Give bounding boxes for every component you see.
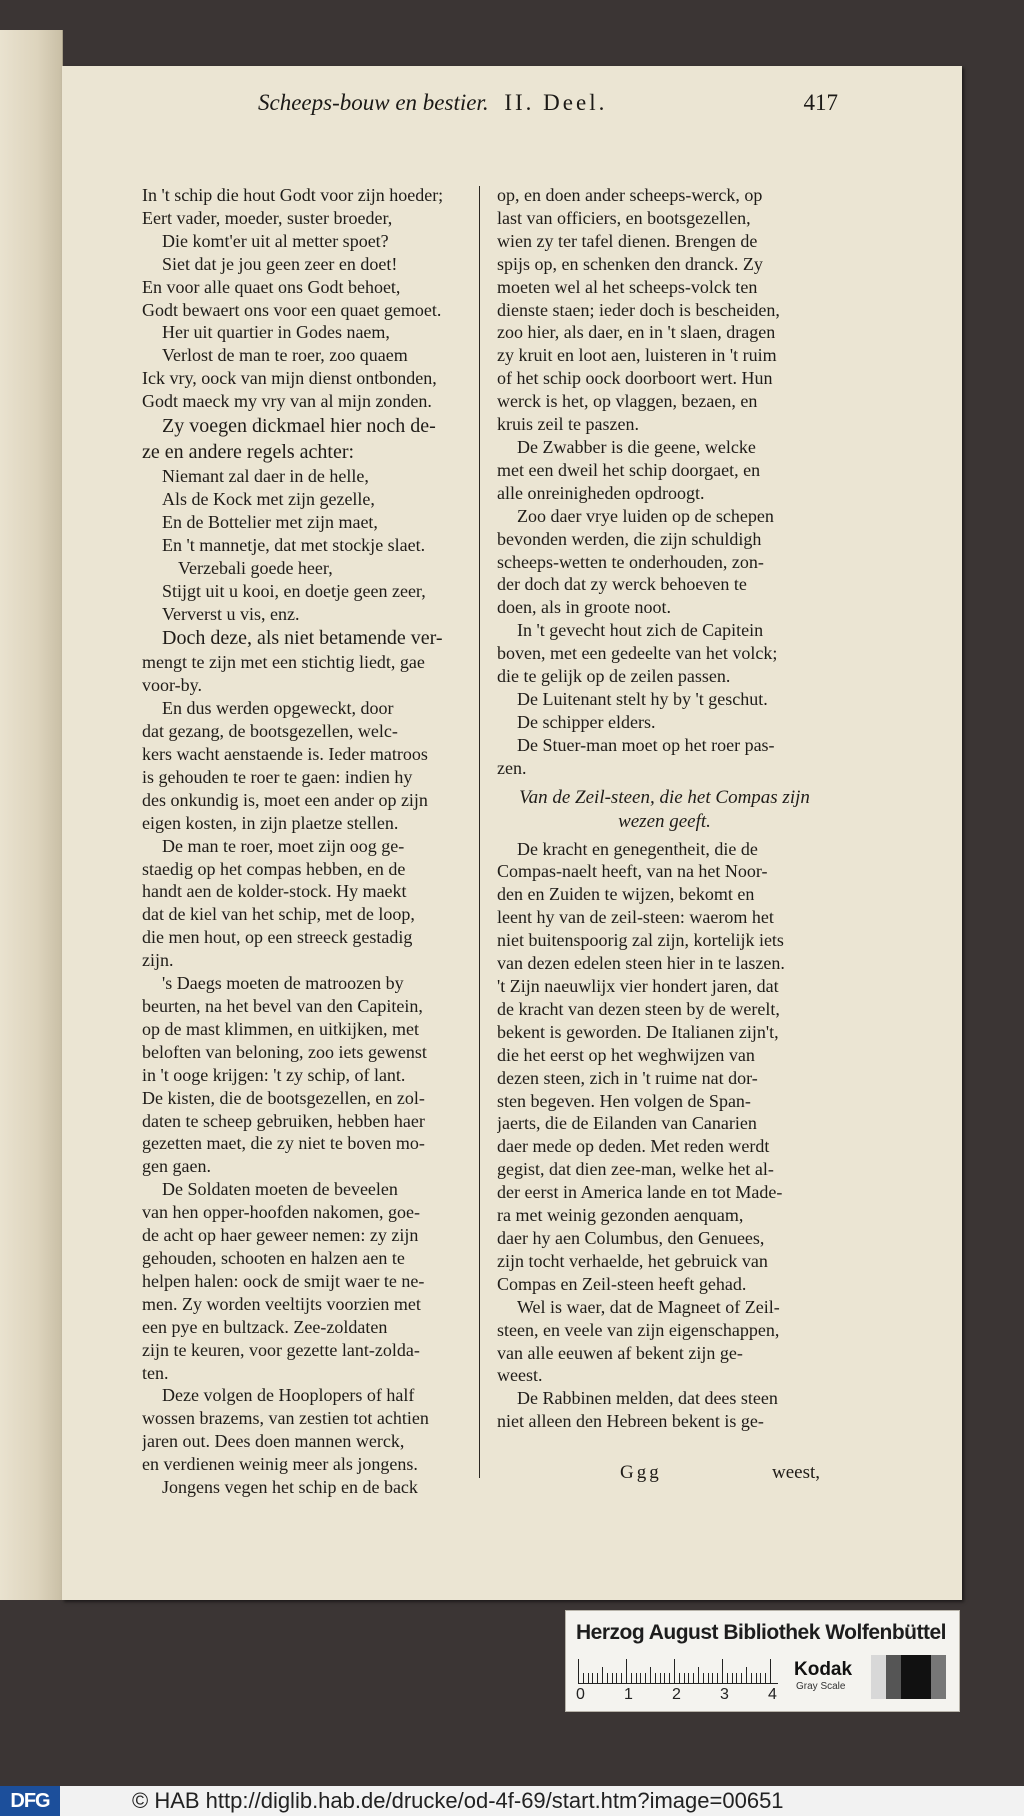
ruler-tick [597, 1673, 598, 1683]
text-line: gen gaen. [142, 1156, 211, 1177]
text-line: De Luitenant stelt hy by 't geschut. [517, 688, 768, 709]
ruler-tick [736, 1673, 737, 1683]
text-line: handt aen de kolder-stock. Hy maekt [142, 881, 407, 902]
text-line: zijn. [142, 950, 174, 971]
text-line: van dezen edelen steen hier in te laszen. [497, 953, 785, 974]
text-line: In 't gevecht hout zich de Capitein [517, 620, 764, 641]
text-line: mengt te zijn met een stichtig liedt, gae [142, 652, 425, 673]
footer-bar [0, 1786, 1024, 1816]
text-line: de acht op haer geweer nemen: zy zijn [142, 1225, 419, 1246]
gray-scale-bars [871, 1655, 946, 1699]
text-line: gehouden, schooten en halzen aen te [142, 1247, 405, 1268]
text-line: Her uit quartier in Godes naem, [162, 322, 390, 343]
left-column [142, 184, 482, 1499]
ruler-tick [708, 1673, 709, 1683]
ruler-tick [722, 1659, 723, 1683]
text-line: De Zwabber is die geene, welcke [517, 436, 756, 457]
ruler-tick [592, 1673, 593, 1683]
ruler-tick [636, 1673, 637, 1683]
text-line: doen, als in groote noot. [497, 597, 671, 618]
text-line: ra met weinig gezonden aenquam, [497, 1205, 744, 1226]
signature-mark: Ggg [620, 1462, 662, 1483]
copyright-link[interactable]: © HAB http://diglib.hab.de/drucke/od-4f-69/start.htm?image=00651 [132, 1788, 784, 1813]
text-line: jaerts, die de Eilanden van Canarien [497, 1113, 757, 1134]
ruler-tick [626, 1659, 627, 1683]
text-line: Verlost de man te roer, zoo quaem [162, 345, 408, 366]
text-line: En de Bottelier met zijn maet, [162, 511, 378, 532]
dfg-logo: DFG [0, 1786, 60, 1816]
text-line: en verdienen weinig meer als jongens. [142, 1454, 418, 1475]
ruler-tick [732, 1673, 733, 1683]
ruler-tick [679, 1673, 680, 1683]
ruler-tick [756, 1673, 757, 1683]
section-heading-line: Van de Zeil-steen, die het Compas zijn [519, 786, 810, 808]
header-part: II. Deel. [504, 90, 608, 115]
ruler-tick [693, 1673, 694, 1683]
text-line: met een dweil het schip doorgaet, en [497, 459, 761, 480]
ruler-tick [621, 1673, 622, 1683]
text-line: Verzebali goede heer, [178, 557, 333, 578]
text-line: alle onreinigheden opdroogt. [497, 482, 705, 503]
text-line: De Soldaten moeten de beveelen [162, 1179, 398, 1200]
text-line: op de mast klimmen, en uitkijken, met [142, 1018, 419, 1039]
text-line: sten begeven. Hen volgen de Span- [497, 1090, 751, 1111]
text-line: Deze volgen de Hooplopers of half [162, 1385, 415, 1406]
text-line: De kisten, die de bootsgezellen, en zol- [142, 1087, 425, 1108]
ruler-tick [583, 1673, 584, 1683]
ruler-tick [588, 1673, 589, 1683]
ruler-tick [612, 1673, 613, 1683]
text-line: Ick vry, oock van mijn dienst ontbonden, [142, 368, 437, 389]
ruler-tick [607, 1673, 608, 1683]
text-line: Doch deze, als niet betamende ver- [162, 627, 443, 650]
text-line: ze en andere regels achter: [142, 441, 355, 464]
text-line: daer hy aen Columbus, den Genuees, [497, 1227, 765, 1248]
text-line: 't Zijn naeuwlijx vier hondert jaren, dat [497, 976, 779, 996]
text-line: spijs op, en schenken den dranck. Zy [497, 253, 763, 274]
text-line: van hen opper-hoofden nakomen, goe- [142, 1202, 421, 1223]
ruler-number: 4 [768, 1686, 777, 1703]
text-line: eigen kosten, in zijn plaetze stellen. [142, 812, 399, 833]
ruler-tick [751, 1673, 752, 1683]
text-line: of het schip oock doorboort wert. Hun [497, 368, 773, 389]
text-line: men. Zy worden veeltijts voorzien met [142, 1293, 421, 1314]
text-line: bevonden werden, die zijn schuldigh [497, 528, 762, 549]
text-line: De man te roer, moet zijn oog ge- [162, 835, 405, 856]
ruler-tick [578, 1659, 579, 1683]
text-line: der doch dat zy werck behoeven te [497, 574, 747, 595]
text-line: die te gelijk op de zeilen passen. [497, 666, 731, 687]
text-line: Zoo daer vrye luiden op de schepen [517, 505, 774, 526]
text-line: zen. [497, 757, 527, 778]
text-line: de kracht van dezen steen by de werelt, [497, 998, 780, 1019]
ruler-tick [703, 1673, 704, 1683]
text-line: De Stuer-man moet op het roer pas- [517, 734, 775, 755]
text-line: daer mede op deden. Met reden werdt [497, 1136, 770, 1157]
text-line: zijn tocht verhaelde, het gebruick van [497, 1250, 768, 1271]
text-line: zy kruit en loot aen, luisteren in 't ruim [497, 345, 777, 366]
ruler-tick [645, 1673, 646, 1683]
text-line: Zy voegen dickmael hier noch de- [162, 415, 436, 438]
ruler-number: 0 [576, 1686, 585, 1703]
text-line: op, en doen ander scheeps-werck, op [497, 185, 763, 205]
ruler-tick [741, 1673, 742, 1683]
text-line: Godt bewaert ons voor een quaet gemoet. [142, 299, 442, 320]
text-line: De kracht en genegentheit, die de [517, 838, 758, 859]
text-line: Stijgt uit u kooi, en doetje geen zeer, [162, 580, 426, 601]
text-line: een pye en bultzack. Zee-zoldaten [142, 1316, 388, 1337]
text-line: jaren out. Dees doen mannen werck, [142, 1431, 405, 1452]
text-line: zoo hier, als daer, en in 't slaen, dragen [497, 322, 776, 343]
text-line: die men hout, op een streeck gestadig [142, 927, 413, 948]
text-line: zijn te keuren, voor gezette lant-zolda- [142, 1339, 420, 1360]
ruler-tick [688, 1673, 689, 1683]
text-line: werck is het, op vlaggen, bezaen, en [497, 391, 758, 412]
ruler-tick [602, 1667, 603, 1683]
ruler-number: 1 [624, 1686, 633, 1703]
text-line: des onkundig is, moet een ander op zijn [142, 789, 428, 810]
text-line: De Rabbinen melden, dat dees steen [517, 1388, 778, 1409]
text-line: weest. [497, 1365, 543, 1386]
text-line: 's Daegs moeten de matroozen by [162, 973, 404, 994]
text-line: scheeps-wetten te onderhouden, zon- [497, 551, 764, 572]
ruler-tick [765, 1673, 766, 1683]
text-line: van alle eeuwen af bekent zijn ge- [497, 1342, 743, 1363]
ruler-tick [746, 1667, 747, 1683]
ruler-tick [640, 1673, 641, 1683]
kodak-logo: Kodak [794, 1659, 853, 1680]
text-line: Compas en Zeil-steen heeft gehad. [497, 1273, 747, 1294]
library-name: Herzog August Bibliothek Wolfenbüttel [576, 1621, 946, 1644]
left-page-edge [0, 30, 63, 1600]
ruler-tick [712, 1673, 713, 1683]
scale-ruler [578, 1657, 778, 1684]
text-line: wien zy ter tafel dienen. Brengen de [497, 230, 758, 251]
text-line: daten te scheep gebruiken, hebben haer [142, 1110, 425, 1131]
text-line: gegist, dat dien zee-man, welke het al- [497, 1159, 774, 1180]
text-line: den en Zuiden te wijzen, bekomt en [497, 884, 755, 905]
page-number: 417 [803, 90, 838, 115]
text-line: der eerst in America lande en tot Made- [497, 1182, 783, 1203]
running-header [258, 90, 838, 116]
library-label [565, 1610, 960, 1712]
ruler-tick [674, 1659, 675, 1683]
text-line: Wel is waer, dat de Magneet of Zeil- [517, 1296, 780, 1317]
text-line: bekent is geworden. De Italianen zijn't, [497, 1021, 779, 1042]
text-line: ten. [142, 1362, 169, 1383]
ruler-tick [698, 1667, 699, 1683]
ruler-tick [717, 1673, 718, 1683]
ruler-tick [660, 1673, 661, 1683]
text-line: Jongens vegen het schip en de back [162, 1477, 418, 1498]
text-line: niet buitenspoorig zal zijn, kortelijk iets [497, 930, 784, 951]
ruler-tick [664, 1673, 665, 1683]
text-line: boven, met een gedeelte van het volck; [497, 643, 778, 664]
text-line: kruis zeil te paszen. [497, 414, 639, 435]
text-line: wossen brazems, van zestien tot achtien [142, 1408, 429, 1429]
ruler-tick [760, 1673, 761, 1683]
text-line: Die komt'er uit al metter spoet? [162, 230, 389, 251]
ruler-tick [770, 1659, 771, 1683]
ruler-number: 3 [720, 1686, 729, 1703]
text-line: En voor alle quaet ons Godt behoet, [142, 276, 401, 297]
text-line: Als de Kock met zijn gezelle, [162, 488, 375, 509]
text-line: niet alleen den Hebreen bekent is ge- [497, 1411, 764, 1432]
text-line: Compas-naelt heeft, van na het Noor- [497, 861, 768, 882]
ruler-number: 2 [672, 1686, 681, 1703]
catchword: weest, [771, 1462, 820, 1483]
text-line: dat gezang, de bootsgezellen, welc- [142, 721, 398, 742]
text-line: Niemant zal daer in de helle, [162, 466, 369, 487]
ruler-tick [616, 1673, 617, 1683]
text-line: voor-by. [142, 675, 202, 696]
text-line: De schipper elders. [517, 711, 656, 732]
text-line: die het eerst op het weghwijzen van [497, 1044, 755, 1065]
section-heading-line: wezen geeft. [618, 810, 711, 832]
text-line: in 't ooge krijgen: 't zy schip, of lant. [142, 1064, 406, 1085]
text-line: is gehouden te roer te gaen: indien hy [142, 766, 413, 787]
text-line: En dus werden opgeweckt, door [162, 698, 394, 719]
text-line: In 't schip die hout Godt voor zijn hoeder; [142, 185, 444, 205]
ruler-tick [727, 1673, 728, 1683]
text-line: kers wacht aenstaende is. Ieder matroos [142, 744, 428, 765]
right-column [497, 184, 832, 1433]
text-line: beurten, na het bevel van den Capitein, [142, 996, 423, 1016]
text-line: helpen halen: oock de smijt waer te ne- [142, 1270, 425, 1291]
section-heading [497, 786, 832, 834]
ruler-tick [631, 1673, 632, 1683]
text-line: steen, en veele van zijn eigenschappen, [497, 1319, 780, 1340]
text-line: En 't mannetje, dat met stockje slaet. [162, 534, 426, 555]
text-line: dienste staen; ieder doch is bescheiden, [497, 299, 780, 320]
text-line: beloften van beloning, zoo iets gewenst [142, 1041, 427, 1062]
ruler-tick [650, 1667, 651, 1683]
text-line: Godt maeck my vry van al mijn zonden. [142, 391, 432, 412]
text-line: Eert vader, moeder, suster broeder, [142, 207, 393, 228]
text-line: leent hy van de zeil-steen: waerom het [497, 907, 774, 928]
text-line: dat de kiel van het schip, met de loop, [142, 904, 415, 925]
text-line: gezetten maet, die zy niet te boven mo- [142, 1133, 425, 1154]
gray-scale-label: Gray Scale [796, 1681, 846, 1692]
text-line: Siet dat je jou geen zeer en doet! [162, 253, 398, 274]
ruler-tick [655, 1673, 656, 1683]
text-line: moeten wel al het scheeps-volck ten [497, 276, 758, 297]
ruler-tick [669, 1673, 670, 1683]
text-line: last van officiers, en bootsgezellen, [497, 207, 751, 228]
text-line: Ververst u vis, enz. [162, 603, 300, 624]
ruler-tick [684, 1673, 685, 1683]
header-title: Scheeps-bouw en bestier. [258, 90, 489, 115]
text-line: dezen steen, zich in 't ruime nat dor- [497, 1067, 758, 1088]
text-line: staedig op het compas hebben, en de [142, 858, 406, 879]
